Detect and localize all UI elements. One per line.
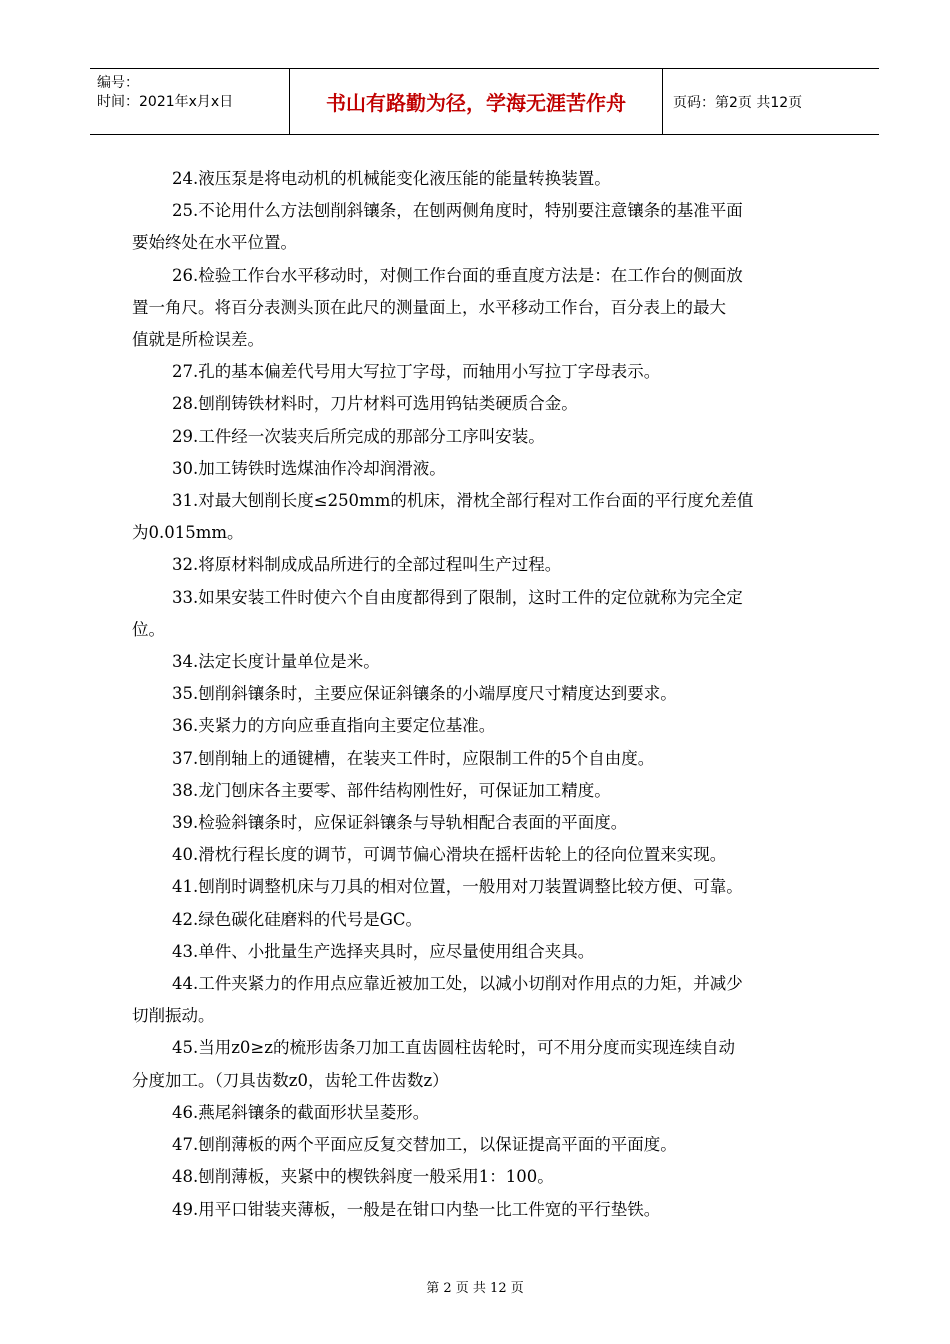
text-line: 34.法定长度计量单位是米。 (172, 652, 380, 672)
document-time-label: 时间：2021年x月x日 (97, 94, 234, 110)
text-line: 35.刨削斜镶条时，主要应保证斜镶条的小端厚度尺寸精度达到要求。 (172, 684, 677, 704)
text-line: 25.不论用什么方法刨削斜镶条，在刨两侧角度时，特别要注意镶条的基准平面 (172, 201, 743, 221)
text-line: 30.加工铸铁时选煤油作冷却润滑液。 (172, 458, 446, 478)
text-line: 38.龙门刨床各主要零、部件结构刚性好，可保证加工精度。 (172, 780, 611, 800)
document-body (132, 163, 832, 1226)
text-line: 33.如果安装工件时使六个自由度都得到了限制，这时工件的定位就称为完全定 (172, 587, 743, 607)
header-meta (90, 69, 290, 134)
text-line: 42.绿色碳化硅磨料的代号是GC。 (172, 909, 423, 929)
text-line: 切削振动。 (132, 1006, 215, 1026)
text-line: 26.检验工作台水平移动时，对侧工作台面的垂直度方法是：在工作台的侧面放 (172, 265, 743, 285)
text-line: 31.对最大刨削长度≤250mm的机床，滑枕全部行程对工作台面的平行度允差值 (172, 491, 754, 511)
text-line: 40.滑枕行程长度的调节，可调节偏心滑块在摇杆齿轮上的径向位置来实现。 (172, 845, 727, 865)
text-line: 49.用平口钳装夹薄板，一般是在钳口内垫一比工件宽的平行垫铁。 (172, 1199, 661, 1219)
text-line: 46.燕尾斜镶条的截面形状呈菱形。 (172, 1102, 430, 1122)
page-header (90, 68, 879, 135)
text-line: 值就是所检误差。 (132, 330, 264, 350)
text-line: 43.单件、小批量生产选择夹具时，应尽量使用组合夹具。 (172, 941, 595, 961)
text-line: 47.刨削薄板的两个平面应反复交替加工，以保证提高平面的平面度。 (172, 1135, 677, 1155)
text-line: 分度加工。（刀具齿数z0，齿轮工件齿数z） (132, 1070, 449, 1090)
text-line: 27.孔的基本偏差代号用大写拉丁字母，而轴用小写拉丁字母表示。 (172, 362, 661, 382)
text-line: 29.工件经一次装夹后所完成的那部分工序叫安装。 (172, 426, 545, 446)
text-line: 32.将原材料制成成品所进行的全部过程叫生产过程。 (172, 555, 562, 575)
text-line: 39.检验斜镶条时，应保证斜镶条与导轨相配合表面的平面度。 (172, 813, 628, 833)
text-line: 44.工件夹紧力的作用点应靠近被加工处，以减小切削对作用点的力矩，并减少 (172, 974, 743, 994)
header-page-label: 页码：第2页 共12页 (673, 94, 803, 111)
text-line: 36.夹紧力的方向应垂直指向主要定位基准。 (172, 716, 496, 736)
text-line: 28.刨削铸铁材料时，刀片材料可选用钨钴类硬质合金。 (172, 394, 578, 414)
text-line: 48.刨削薄板，夹紧中的楔铁斜度一般采用1：100。 (172, 1167, 554, 1187)
text-line: 37.刨削轴上的通键槽，在装夹工件时，应限制工件的5个自由度。 (172, 748, 655, 768)
document-number-label: 编号： (97, 75, 139, 91)
text-line: 位。 (132, 619, 165, 639)
text-line: 置一角尺。将百分表测头顶在此尺的测量面上，水平移动工作台，百分表上的最大 (132, 297, 726, 317)
text-line: 41.刨削时调整机床与刀具的相对位置，一般用对刀装置调整比较方便、可靠。 (172, 877, 743, 897)
text-line: 45.当用z0≥z的梳形齿条刀加工直齿圆柱齿轮时，可不用分度而实现连续自动 (172, 1038, 735, 1058)
text-line: 要始终处在水平位置。 (132, 233, 297, 253)
page-footer: 第 2 页 共 12 页 (426, 1281, 524, 1296)
header-motto: 书山有路勤为径，学海无涯苦作舟 (290, 69, 663, 134)
text-line: 为0.015mm。 (132, 523, 244, 543)
text-line: 24.液压泵是将电动机的机械能变化液压能的能量转换装置。 (172, 169, 611, 188)
